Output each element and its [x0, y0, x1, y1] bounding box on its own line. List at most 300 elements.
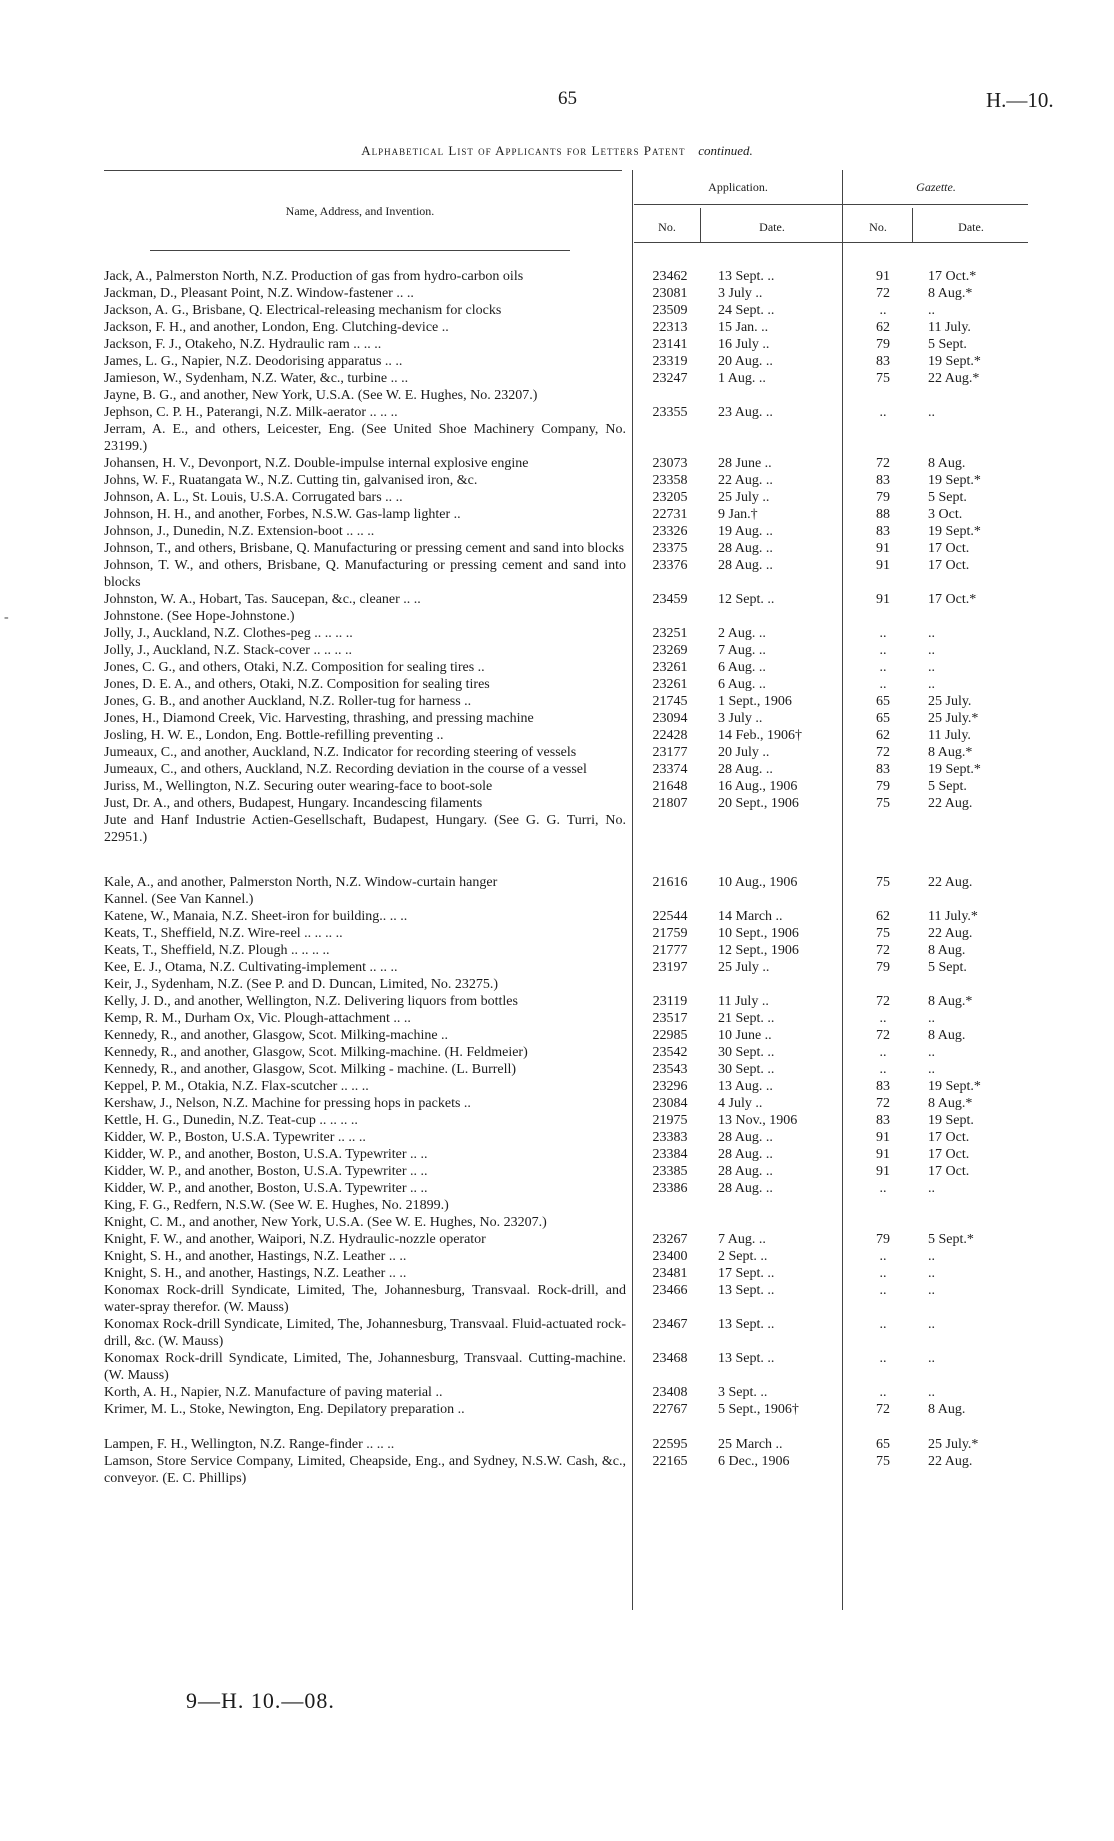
application-number: 23261	[652, 677, 688, 692]
gazette-date: 25 July.*	[928, 711, 979, 726]
application-date: 5 Sept., 1906†	[718, 1402, 799, 1417]
gazette-date: 19 Sept.*	[928, 473, 981, 488]
applicant-name: Johnson, A. L., St. Louis, U.S.A. Corrugated bars .. ..	[104, 490, 403, 505]
footer-signature: 9—H. 10.—08.	[186, 1688, 335, 1713]
applicant-name: Kemp, R. M., Durham Ox, Vic. Plough-attachment .. ..	[104, 1011, 411, 1026]
application-number: 23084	[652, 1096, 688, 1111]
applicant-name: Jackman, D., Pleasant Point, N.Z. Window-fastener .. ..	[104, 286, 414, 301]
gazette-number: ..	[879, 303, 887, 318]
application-number: 23459	[652, 592, 688, 607]
application-number: 22985	[652, 1028, 688, 1043]
applicant-name: Kidder, W. P., and another, Boston, U.S.A. Typewriter .. ..	[104, 1181, 428, 1196]
application-date: 1 Sept., 1906	[718, 694, 792, 709]
application-date: 21 Sept. ..	[718, 1011, 775, 1026]
gazette-date: 8 Aug.*	[928, 994, 973, 1009]
gazette-number: 75	[876, 371, 890, 386]
application-number: 21745	[652, 694, 688, 709]
applicant-name: Korth, A. H., Napier, N.Z. Manufacture of paving material ..	[104, 1385, 443, 1400]
application-number: 21807	[652, 796, 688, 811]
applicant-name: Johnson, J., Dunedin, N.Z. Extension-boot .. .. ..	[104, 524, 375, 539]
applicant-name: Jerram, A. E., and others, Leicester, Eng. (See United Shoe Machinery Company, No. 23199.)	[104, 422, 626, 454]
gazette-date: ..	[928, 1181, 935, 1196]
gazette-date: 8 Aug.*	[928, 745, 973, 760]
application-number: 23073	[652, 456, 688, 471]
applicant-name: Konomax Rock-drill Syndicate, Limited, The, Johannesburg, Transvaal. Cutting-machine. (W. Mauss)	[104, 1351, 626, 1383]
column-divider-gazette-date	[912, 208, 913, 242]
gazette-number: ..	[879, 1181, 887, 1196]
gazette-date: ..	[928, 1351, 935, 1366]
gazette-date: ..	[928, 1385, 935, 1400]
applicant-name: Johnson, T., and others, Brisbane, Q. Manufacturing or pressing cement and sand into blocks	[104, 541, 625, 556]
page-number: 65	[558, 88, 577, 109]
application-date: 13 Sept. ..	[718, 269, 775, 284]
applicant-name: Jackson, A. G., Brisbane, Q. Electrical-releasing mechanism for clocks	[104, 303, 502, 318]
application-date: 6 Aug. ..	[718, 660, 766, 675]
applicant-name: Keats, T., Sheffield, N.Z. Wire-reel .. .. .. ..	[104, 926, 343, 941]
gazette-date: 5 Sept.	[928, 337, 967, 352]
application-number: 23466	[652, 1283, 688, 1298]
application-date: 7 Aug. ..	[718, 1232, 766, 1247]
gazette-number: 75	[876, 796, 890, 811]
applicant-name: Jack, A., Palmerston North, N.Z. Production of gas from hydro-carbon oils	[104, 269, 524, 284]
applicant-name: Johansen, H. V., Devonport, N.Z. Double-impulse internal explosive engine	[104, 456, 529, 471]
application-date: 28 Aug. ..	[718, 1147, 773, 1162]
application-number: 23462	[652, 269, 688, 284]
gazette-date: 8 Aug.*	[928, 286, 973, 301]
gazette-date: 5 Sept.	[928, 960, 967, 975]
application-number: 23355	[652, 405, 688, 420]
gazette-number: 91	[876, 1164, 890, 1179]
application-date: 3 July ..	[718, 711, 763, 726]
application-number: 23374	[652, 762, 688, 777]
application-date: 13 Aug. ..	[718, 1079, 773, 1094]
gazette-date: 17 Oct.	[928, 1147, 970, 1162]
application-number: 23358	[652, 473, 688, 488]
gazette-number: ..	[879, 1317, 887, 1332]
application-date: 15 Jan. ..	[718, 320, 769, 335]
gazette-date: 8 Aug.	[928, 943, 966, 958]
application-number: 23509	[652, 303, 688, 318]
application-number: 21616	[652, 875, 688, 890]
gazette-number: 62	[876, 320, 890, 335]
application-number: 23543	[652, 1062, 688, 1077]
applicant-name: Jamieson, W., Sydenham, N.Z. Water, &c., turbine .. ..	[104, 371, 409, 386]
application-number: 23468	[652, 1351, 688, 1366]
application-number: 22767	[652, 1402, 688, 1417]
header-name: Name, Address, and Invention.	[285, 204, 435, 218]
application-number: 21759	[652, 926, 688, 941]
application-number: 23376	[652, 558, 688, 573]
application-date: 16 July ..	[718, 337, 770, 352]
application-number: 23247	[652, 371, 688, 386]
gazette-date: 17 Oct.*	[928, 269, 977, 284]
header-app-date: Date.	[759, 220, 785, 234]
application-date: 1 Aug. ..	[718, 371, 766, 386]
application-date: 28 June ..	[718, 456, 772, 471]
gazette-date: 22 Aug.	[928, 875, 973, 890]
applicant-name: Jayne, B. G., and another, New York, U.S.A. (See W. E. Hughes, No. 23207.)	[104, 388, 538, 403]
applicant-name: Jones, G. B., and another Auckland, N.Z. Roller-tug for harness ..	[104, 694, 472, 709]
gazette-number: 83	[876, 473, 890, 488]
applicant-name: Kale, A., and another, Palmerston North, N.Z. Window-curtain hanger	[104, 875, 498, 890]
application-date: 4 July ..	[718, 1096, 763, 1111]
applicant-name: Johnstone. (See Hope-Johnstone.)	[104, 609, 295, 624]
gazette-number: 72	[876, 943, 890, 958]
header-rule-top-right	[634, 204, 1028, 205]
gazette-date: 25 July.*	[928, 1437, 979, 1452]
application-date: 28 Aug. ..	[718, 1164, 773, 1179]
gazette-number: 72	[876, 1096, 890, 1111]
gazette-number: 65	[876, 694, 890, 709]
gazette-number: 79	[876, 960, 890, 975]
application-date: 17 Sept. ..	[718, 1266, 775, 1281]
application-date: 3 July ..	[718, 286, 763, 301]
applicant-name: Jumeaux, C., and others, Auckland, N.Z. Recording deviation in the course of a vessel	[104, 762, 587, 777]
title-main: Alphabetical List of Applicants for Letters Patent	[361, 143, 686, 158]
gazette-number: ..	[879, 1249, 887, 1264]
application-date: 24 Sept. ..	[718, 303, 775, 318]
application-date: 12 Sept. ..	[718, 592, 775, 607]
gazette-number: ..	[879, 1045, 887, 1060]
application-number: 23319	[652, 354, 688, 369]
gazette-date: 19 Sept.*	[928, 354, 981, 369]
gazette-number: 72	[876, 1402, 890, 1417]
gazette-date: 22 Aug.	[928, 796, 973, 811]
applicant-name: James, L. G., Napier, N.Z. Deodorising apparatus .. ..	[104, 354, 403, 369]
application-date: 10 Sept., 1906	[718, 926, 799, 941]
gazette-number: 62	[876, 728, 890, 743]
header-application: Application.	[708, 180, 768, 194]
gazette-number: 62	[876, 909, 890, 924]
applicant-name: Knight, S. H., and another, Hastings, N.Z. Leather .. ..	[104, 1266, 407, 1281]
gazette-date: 19 Sept.*	[928, 524, 981, 539]
header-rule-bottom-left	[150, 250, 570, 251]
application-date: 12 Sept., 1906	[718, 943, 799, 958]
applicant-name: Kelly, J. D., and another, Wellington, N.Z. Delivering liquors from bottles	[104, 994, 518, 1009]
application-date: 10 Aug., 1906	[718, 875, 798, 890]
applicant-name: Johns, W. F., Ruatangata W., N.Z. Cutting tin, galvanised iron, &c.	[104, 473, 478, 488]
application-number: 23296	[652, 1079, 688, 1094]
gazette-date: 22 Aug.	[928, 926, 973, 941]
application-number: 23081	[652, 286, 688, 301]
gazette-number: ..	[879, 1283, 887, 1298]
application-number: 23384	[652, 1147, 688, 1162]
gazette-date: 8 Aug.*	[928, 1096, 973, 1111]
gazette-number: 72	[876, 286, 890, 301]
application-number: 22165	[652, 1454, 688, 1469]
applicant-name: Kidder, W. P., Boston, U.S.A. Typewriter .. .. ..	[104, 1130, 366, 1145]
gazette-date: 22 Aug.	[928, 1454, 973, 1469]
gazette-number: 83	[876, 1113, 890, 1128]
page-title	[0, 143, 1114, 159]
application-date: 10 June ..	[718, 1028, 772, 1043]
applicant-name: Johnston, W. A., Hobart, Tas. Saucepan, &c., cleaner .. ..	[104, 592, 421, 607]
gazette-date: 17 Oct.	[928, 541, 970, 556]
gazette-date: ..	[928, 677, 935, 692]
applicant-name: Kennedy, R., and another, Glasgow, Scot. Milking - machine. (L. Burrell)	[104, 1062, 517, 1077]
gazette-date: 5 Sept.	[928, 490, 967, 505]
gazette-number: 72	[876, 456, 890, 471]
application-date: 13 Sept. ..	[718, 1351, 775, 1366]
application-number: 23386	[652, 1181, 688, 1196]
header-gazette: Gazette.	[916, 180, 956, 194]
gazette-number: ..	[879, 1266, 887, 1281]
gazette-number: 65	[876, 1437, 890, 1452]
application-number: 21975	[652, 1113, 688, 1128]
gazette-date: ..	[928, 1249, 935, 1264]
applicant-name: Konomax Rock-drill Syndicate, Limited, The, Johannesburg, Transvaal. Fluid-actuated rock-drill, &c. (W. Mauss)	[104, 1317, 626, 1349]
applicant-name: Keats, T., Sheffield, N.Z. Plough .. .. .. ..	[104, 943, 330, 958]
application-number: 23326	[652, 524, 688, 539]
application-date: 2 Sept. ..	[718, 1249, 768, 1264]
application-number: 23205	[652, 490, 688, 505]
application-number: 23269	[652, 643, 688, 658]
gazette-date: 17 Oct.	[928, 1130, 970, 1145]
gazette-number: 79	[876, 779, 890, 794]
application-number: 23542	[652, 1045, 688, 1060]
application-date: 2 Aug. ..	[718, 626, 766, 641]
gazette-number: 91	[876, 1130, 890, 1145]
gazette-number: 83	[876, 524, 890, 539]
gazette-date: 22 Aug.*	[928, 371, 980, 386]
applicant-name: Keir, J., Sydenham, N.Z. (See P. and D. Duncan, Limited, No. 23275.)	[104, 977, 499, 992]
application-number: 22544	[652, 909, 688, 924]
gazette-date: ..	[928, 643, 935, 658]
gazette-number: ..	[879, 1385, 887, 1400]
applicant-name: Kidder, W. P., and another, Boston, U.S.A. Typewriter .. ..	[104, 1164, 428, 1179]
application-date: 13 Nov., 1906	[718, 1113, 798, 1128]
header-app-no: No.	[658, 220, 676, 234]
applicant-name: Juriss, M., Wellington, N.Z. Securing outer wearing-face to boot-sole	[104, 779, 493, 794]
application-number: 21648	[652, 779, 688, 794]
gazette-date: ..	[928, 1045, 935, 1060]
gazette-number: 91	[876, 269, 890, 284]
applicant-name: Jolly, J., Auckland, N.Z. Stack-cover .. .. .. ..	[104, 643, 352, 658]
applicant-name: Knight, F. W., and another, Waipori, N.Z. Hydraulic-nozzle operator	[104, 1232, 486, 1247]
gazette-number: ..	[879, 405, 887, 420]
application-number: 22595	[652, 1437, 688, 1452]
applicant-name: Krimer, M. L., Stoke, Newington, Eng. Depilatory preparation ..	[104, 1402, 465, 1417]
application-date: 13 Sept. ..	[718, 1283, 775, 1298]
applicant-name: Kennedy, R., and another, Glasgow, Scot. Milking-machine. (H. Feldmeier)	[104, 1045, 528, 1060]
gazette-number: ..	[879, 660, 887, 675]
applicant-name: Just, Dr. A., and others, Budapest, Hungary. Incandescing filaments	[104, 796, 483, 811]
application-date: 20 Sept., 1906	[718, 796, 799, 811]
application-date: 28 Aug. ..	[718, 1130, 773, 1145]
application-number: 23251	[652, 626, 688, 641]
gazette-number: 91	[876, 558, 890, 573]
application-date: 25 July ..	[718, 960, 770, 975]
application-date: 20 Aug. ..	[718, 354, 773, 369]
applicant-name: Jolly, J., Auckland, N.Z. Clothes-peg .. .. .. ..	[104, 626, 353, 641]
gazette-number: 83	[876, 1079, 890, 1094]
application-date: 28 Aug. ..	[718, 558, 773, 573]
gazette-date: 19 Sept.	[928, 1113, 974, 1128]
application-date: 30 Sept. ..	[718, 1045, 775, 1060]
application-date: 14 March ..	[718, 909, 783, 924]
applicant-name: Kannel. (See Van Kannel.)	[104, 892, 254, 907]
gazette-number: 65	[876, 711, 890, 726]
margin-mark: -	[4, 610, 9, 625]
application-number: 23261	[652, 660, 688, 675]
gazette-number: 72	[876, 994, 890, 1009]
gazette-date: 8 Aug.	[928, 1028, 966, 1043]
gazette-date: 5 Sept.	[928, 779, 967, 794]
application-date: 13 Sept. ..	[718, 1317, 775, 1332]
application-number: 23400	[652, 1249, 688, 1264]
gazette-number: ..	[879, 1351, 887, 1366]
applicant-name: Lamson, Store Service Company, Limited, Cheapside, Eng., and Sydney, N.S.W. Cash, &c., conveyor. (E. C. Phillips)	[104, 1454, 626, 1486]
application-date: 3 Sept. ..	[718, 1385, 768, 1400]
application-number: 23408	[652, 1385, 688, 1400]
gazette-date: ..	[928, 1317, 935, 1332]
gazette-date: ..	[928, 405, 935, 420]
application-number: 23383	[652, 1130, 688, 1145]
header-rule-bottom-right	[634, 242, 1028, 243]
application-number: 23517	[652, 1011, 688, 1026]
applicant-name: Knight, S. H., and another, Hastings, N.Z. Leather .. ..	[104, 1249, 407, 1264]
applicant-name: Jackson, F. H., and another, London, Eng. Clutching-device ..	[104, 320, 449, 335]
application-number: 22731	[652, 507, 688, 522]
application-number: 23197	[652, 960, 688, 975]
application-date: 7 Aug. ..	[718, 643, 766, 658]
gazette-number: 83	[876, 762, 890, 777]
application-date: 28 Aug. ..	[718, 1181, 773, 1196]
gazette-number: ..	[879, 643, 887, 658]
application-date: 19 Aug. ..	[718, 524, 773, 539]
applicant-name: Jackson, F. J., Otakeho, N.Z. Hydraulic ram .. .. ..	[104, 337, 382, 352]
application-date: 20 July ..	[718, 745, 770, 760]
application-number: 23375	[652, 541, 688, 556]
application-date: 28 Aug. ..	[718, 541, 773, 556]
applicant-name: Kettle, H. G., Dunedin, N.Z. Teat-cup .. .. .. ..	[104, 1113, 358, 1128]
application-date: 28 Aug. ..	[718, 762, 773, 777]
gazette-date: 17 Oct.*	[928, 592, 977, 607]
gazette-date: 11 July.	[928, 728, 971, 743]
gazette-date: ..	[928, 660, 935, 675]
gazette-number: 75	[876, 1454, 890, 1469]
application-date: 25 March ..	[718, 1437, 783, 1452]
gazette-date: 19 Sept.*	[928, 762, 981, 777]
gazette-date: ..	[928, 1011, 935, 1026]
gazette-date: 11 July.*	[928, 909, 978, 924]
title-continued: continued.	[698, 143, 753, 158]
application-number: 23094	[652, 711, 688, 726]
gazette-date: 8 Aug.	[928, 1402, 966, 1417]
applicant-name: Josling, H. W. E., London, Eng. Bottle-refilling preventing ..	[104, 728, 444, 743]
gazette-date: ..	[928, 303, 935, 318]
applicant-name: Kennedy, R., and another, Glasgow, Scot. Milking-machine ..	[104, 1028, 449, 1043]
column-divider-gazette	[842, 170, 843, 1610]
applicant-name: Kershaw, J., Nelson, N.Z. Machine for pressing hops in packets ..	[104, 1096, 471, 1111]
application-date: 6 Dec., 1906	[718, 1454, 790, 1469]
header-gazette-no: No.	[869, 220, 887, 234]
gazette-date: 8 Aug.	[928, 456, 966, 471]
gazette-date: 17 Oct.	[928, 1164, 970, 1179]
gazette-number: 75	[876, 875, 890, 890]
gazette-number: 72	[876, 745, 890, 760]
application-number: 23481	[652, 1266, 688, 1281]
column-divider-app-date	[700, 208, 701, 242]
application-date: 16 Aug., 1906	[718, 779, 798, 794]
column-divider-name	[632, 170, 633, 1610]
application-number: 23119	[652, 994, 688, 1009]
gazette-number: 83	[876, 354, 890, 369]
application-number: 21777	[652, 943, 688, 958]
applicant-name: Katene, W., Manaia, N.Z. Sheet-iron for building.. .. ..	[104, 909, 408, 924]
application-number: 23267	[652, 1232, 688, 1247]
applicant-name: Jute and Hanf Industrie Actien-Gesellschaft, Budapest, Hungary. (See G. G. Turri, No. 22951.)	[104, 813, 626, 845]
application-date: 14 Feb., 1906†	[718, 728, 802, 743]
gazette-number: 91	[876, 592, 890, 607]
gazette-date: 11 July.	[928, 320, 971, 335]
gazette-number: 88	[876, 507, 890, 522]
applicant-name: Keppel, P. M., Otakia, N.Z. Flax-scutcher .. .. ..	[104, 1079, 369, 1094]
gazette-number: 91	[876, 541, 890, 556]
applicant-name: Knight, C. M., and another, New York, U.S.A. (See W. E. Hughes, No. 23207.)	[104, 1215, 547, 1230]
application-date: 30 Sept. ..	[718, 1062, 775, 1077]
gazette-date: 19 Sept.*	[928, 1079, 981, 1094]
gazette-number: 79	[876, 490, 890, 505]
gazette-number: 72	[876, 1028, 890, 1043]
application-number: 23385	[652, 1164, 688, 1179]
gazette-number: 91	[876, 1147, 890, 1162]
gazette-number: ..	[879, 1062, 887, 1077]
applicant-name: Jones, C. G., and others, Otaki, N.Z. Composition for sealing tires ..	[104, 660, 485, 675]
application-date: 11 July ..	[718, 994, 769, 1009]
gazette-date: ..	[928, 626, 935, 641]
gazette-number: ..	[879, 1011, 887, 1026]
application-number: 22428	[652, 728, 688, 743]
gazette-date: ..	[928, 1062, 935, 1077]
applicant-name: Kee, E. J., Otama, N.Z. Cultivating-implement .. .. ..	[104, 960, 398, 975]
applicant-name: Johnson, T. W., and others, Brisbane, Q. Manufacturing or pressing cement and sand into blocks	[104, 558, 626, 590]
applicant-name: Jones, H., Diamond Creek, Vic. Harvesting, thrashing, and pressing machine	[104, 711, 534, 726]
applicant-name: King, F. G., Redfern, N.S.W. (See W. E. Hughes, No. 21899.)	[104, 1198, 449, 1213]
document-reference: H.—10.	[986, 88, 1054, 112]
gazette-date: 17 Oct.	[928, 558, 970, 573]
gazette-number: 75	[876, 926, 890, 941]
application-number: 22313	[652, 320, 688, 335]
gazette-date: 5 Sept.*	[928, 1232, 974, 1247]
application-number: 23467	[652, 1317, 688, 1332]
application-number: 23141	[652, 337, 688, 352]
applicant-name: Konomax Rock-drill Syndicate, Limited, The, Johannesburg, Transvaal. Rock-drill, and water-spray therefor. (W. Mauss)	[104, 1283, 626, 1315]
applicant-name: Johnson, H. H., and another, Forbes, N.S.W. Gas-lamp lighter ..	[104, 507, 461, 522]
gazette-date: 25 July.	[928, 694, 972, 709]
applicant-name: Jumeaux, C., and another, Auckland, N.Z. Indicator for recording steering of vessels	[104, 745, 577, 760]
application-date: 22 Aug. ..	[718, 473, 773, 488]
application-date: 23 Aug. ..	[718, 405, 773, 420]
applicant-name: Lampen, F. H., Wellington, N.Z. Range-finder .. .. ..	[104, 1437, 395, 1452]
applicant-name: Kidder, W. P., and another, Boston, U.S.A. Typewriter .. ..	[104, 1147, 428, 1162]
applicant-name: Jephson, C. P. H., Paterangi, N.Z. Milk-aerator .. .. ..	[104, 405, 398, 420]
gazette-number: 79	[876, 1232, 890, 1247]
application-number: 23177	[652, 745, 688, 760]
application-date: 9 Jan.†	[718, 507, 758, 522]
gazette-date: ..	[928, 1266, 935, 1281]
gazette-number: ..	[879, 626, 887, 641]
header-rule-top-left	[104, 170, 622, 171]
gazette-number: ..	[879, 677, 887, 692]
application-date: 6 Aug. ..	[718, 677, 766, 692]
application-date: 25 July ..	[718, 490, 770, 505]
header-gazette-date: Date.	[958, 220, 984, 234]
applicant-name: Jones, D. E. A., and others, Otaki, N.Z. Composition for sealing tires	[104, 677, 490, 692]
gazette-date: 3 Oct.	[928, 507, 963, 522]
gazette-number: 79	[876, 337, 890, 352]
gazette-date: ..	[928, 1283, 935, 1298]
